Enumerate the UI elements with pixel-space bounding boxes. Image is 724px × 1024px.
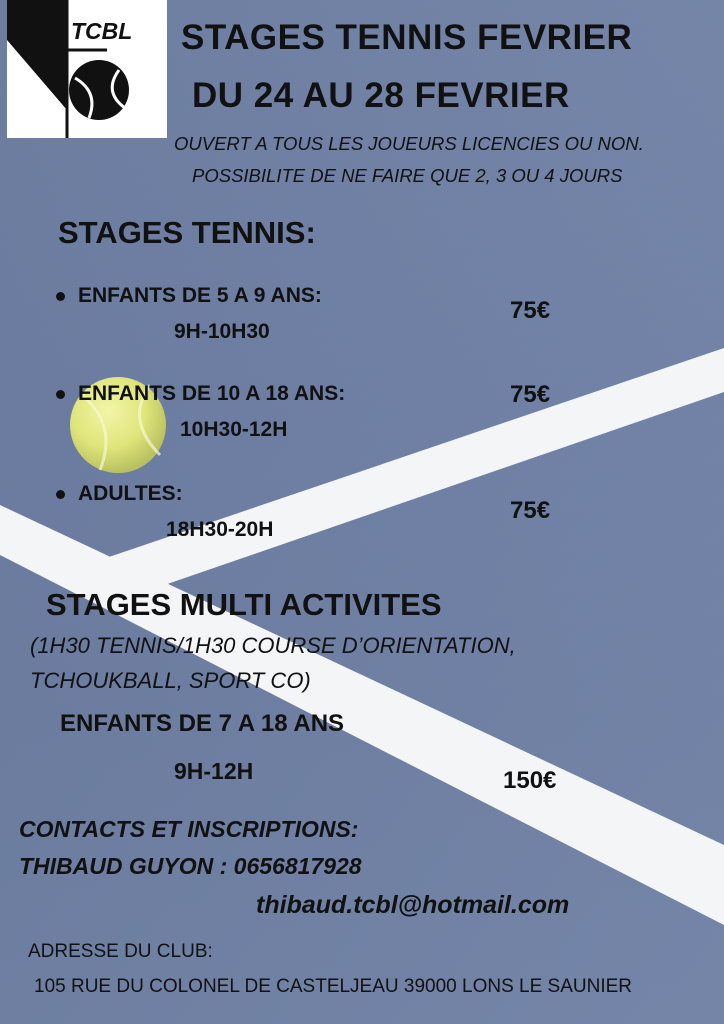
tennis-item-hours: 9H-10H30 [174, 320, 270, 343]
tennis-item-price: 75€ [510, 381, 551, 408]
bullet-icon [56, 390, 65, 399]
bullet-icon [56, 292, 65, 301]
bullet-icon [56, 490, 65, 499]
contact-email: thibaud.tcbl@hotmail.com [256, 891, 570, 919]
title-line-2: DU 24 AU 28 FEVRIER [192, 76, 570, 115]
section-heading-tennis: STAGES TENNIS: [58, 215, 316, 250]
subtitle-line-1: OUVERT A TOUS LES JOUEURS LICENCIES OU NON. [174, 133, 644, 154]
multi-label: ENFANTS DE 7 A 18 ANS [60, 710, 345, 737]
multi-description-line-1: (1H30 TENNIS/1H30 COURSE D’ORIENTATION, [30, 633, 516, 658]
tennis-item-hours: 10H30-12H [180, 418, 288, 441]
multi-hours: 9H-12H [174, 758, 254, 784]
address-value: 105 RUE DU COLONEL DE CASTELJEAU 39000 LONS LE SAUNIER [34, 976, 633, 997]
address-label: ADRESSE DU CLUB: [28, 941, 213, 962]
logo-text: TCBL [71, 18, 133, 44]
tennis-item-price: 75€ [510, 497, 551, 524]
title-line-1: STAGES TENNIS FEVRIER [181, 18, 633, 57]
tennis-item-hours: 18H30-20H [166, 518, 274, 541]
club-logo [7, 0, 167, 138]
multi-description-line-2: TCHOUKBALL, SPORT CO) [30, 668, 311, 693]
tennis-item-price: 75€ [510, 297, 551, 324]
subtitle-line-2: POSSIBILITE DE NE FAIRE QUE 2, 3 OU 4 JOURS [192, 165, 623, 186]
multi-price: 150€ [503, 767, 557, 794]
contact-name-phone: THIBAUD GUYON : 0656817928 [19, 853, 362, 879]
contact-heading: CONTACTS ET INSCRIPTIONS: [19, 816, 359, 842]
tennis-item-label: ENFANTS DE 10 A 18 ANS: [78, 382, 346, 405]
tennis-item-label: ENFANTS DE 5 A 9 ANS: [78, 284, 322, 307]
tennis-item-label: ADULTES: [78, 482, 183, 505]
section-heading-multi: STAGES MULTI ACTIVITES [46, 587, 442, 622]
